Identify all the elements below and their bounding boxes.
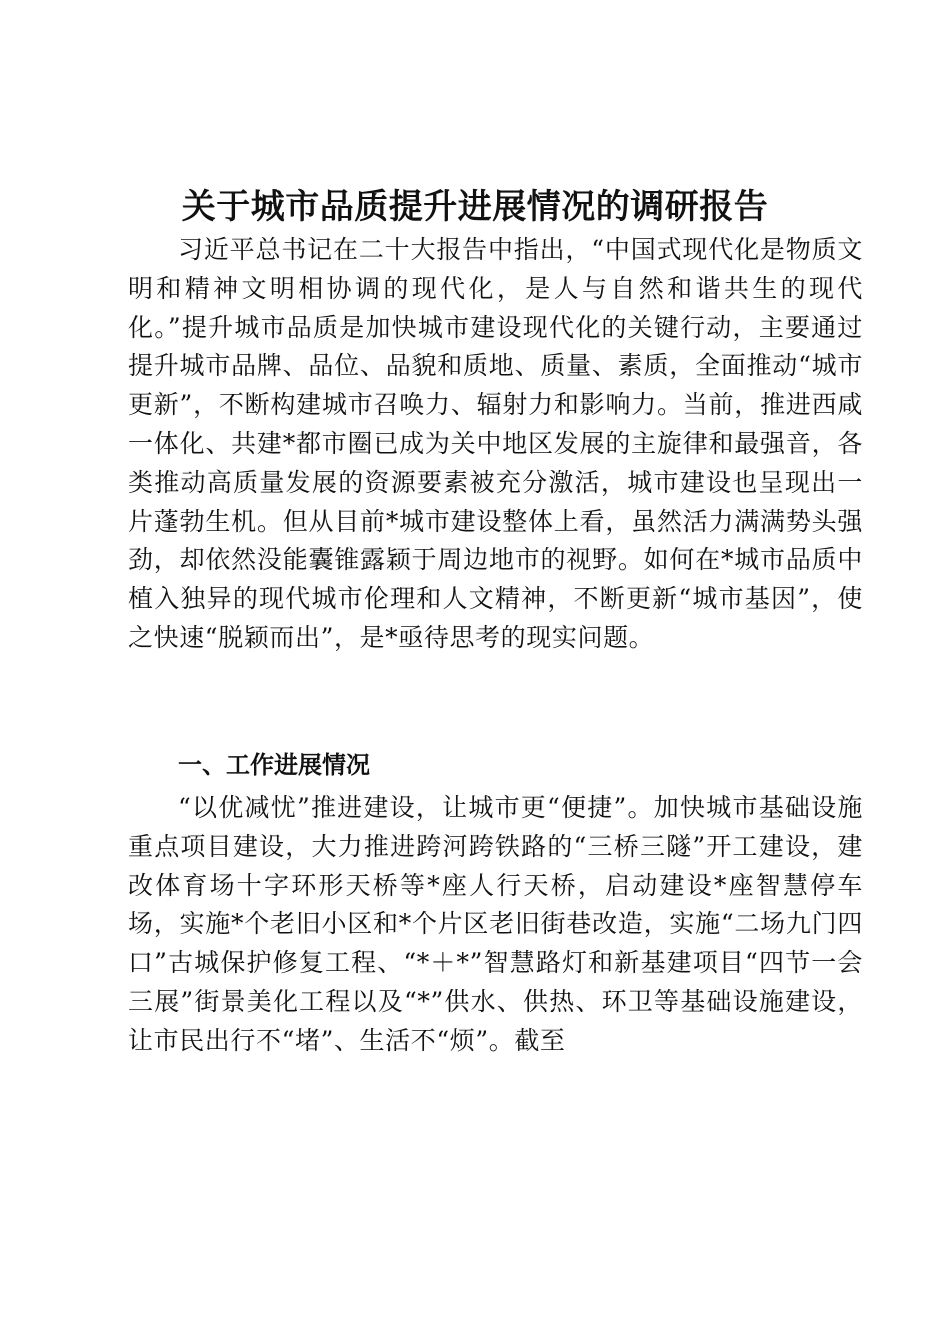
section-heading: 一、工作进展情况 [178, 751, 370, 779]
document-title: 关于城市品质提升进展情况的调研报告 [181, 187, 769, 227]
section-paragraph: “以优减忧”推进建设，让城市更“便捷”。加快城市基础设施重点项目建设，大力推进跨河跨铁路的“三桥三隧”开工建设，建改体育场十字环形天桥等*座人行天桥，启动建设*座智慧停车场，实施*个老旧小区和*个片区老旧街巷改造，实施“二场九门四口”古城保护修复工程、“*＋*”智慧路灯和新基建项目“四节一会三展”街景美化工程以及“*”供水、供热、环卫等基础设施建设，让市民出行不“堵”、生活不“烦”。截至 [128, 793, 863, 1055]
intro-paragraph: 习近平总书记在二十大报告中指出，“中国式现代化是物质文明和精神文明相协调的现代化，是人与自然和谐共生的现代化。”提升城市品质是加快城市建设现代化的关键行动，主要通过提升城市品牌、品位、品貌和质地、质量、素质，全面推动“城市更新”，不断构建城市召唤力、辐射力和影响力。当前，推进西咸一体化、共建*都市圈已成为关中地区发展的主旋律和最强音，各类推动高质量发展的资源要素被充分激活，城市建设也呈现出一片蓬勃生机。但从目前*城市建设整体上看，虽然活力满满势头强劲，却依然没能囊锥露颖于周边地市的视野。如何在*城市品质中植入独异的现代城市伦理和人文精神，不断更新“城市基因”，使之快速“脱颖而出”，是*亟待思考的现实问题。 [128, 235, 863, 652]
